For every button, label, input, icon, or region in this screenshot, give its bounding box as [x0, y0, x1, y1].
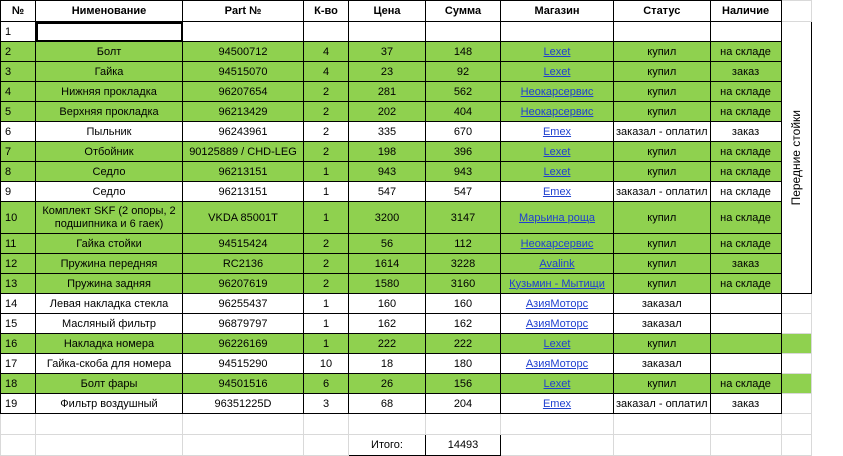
cell-name[interactable]: Нижняя прокладка: [36, 82, 183, 102]
cell-status[interactable]: купил: [614, 334, 711, 354]
cell-shop[interactable]: [501, 334, 614, 354]
cell-name[interactable]: Накладка номера: [36, 334, 183, 354]
shop-link[interactable]: Неокарсервис: [520, 85, 594, 98]
cell-num[interactable]: 1: [1, 22, 36, 42]
cell-avail[interactable]: на складе: [710, 102, 781, 122]
cell-part[interactable]: 94515424: [183, 234, 304, 254]
cell-num[interactable]: 6: [1, 122, 36, 142]
cell-qty[interactable]: 2: [304, 234, 349, 254]
table-row: [1, 374, 812, 394]
shop-link[interactable]: АзияМоторс: [525, 297, 589, 310]
table-row: [1, 122, 812, 142]
cell-status[interactable]: купил: [614, 234, 711, 254]
empty-cell[interactable]: [426, 414, 501, 435]
header-shop[interactable]: Магазин: [501, 1, 614, 22]
cell-qty[interactable]: 1: [304, 334, 349, 354]
empty-cell[interactable]: [36, 414, 183, 435]
cell-shop[interactable]: [501, 102, 614, 122]
cell-name[interactable]: Болт: [36, 42, 183, 62]
cell-shop[interactable]: [501, 294, 614, 314]
cell-part[interactable]: 96879797: [183, 314, 304, 334]
cell-part[interactable]: 96243961: [183, 122, 304, 142]
cell-name[interactable]: Комплект SKF (2 опоры, 2 подшипника и 6 гаек): [36, 202, 183, 234]
cell-part[interactable]: 94501516: [183, 374, 304, 394]
cell-shop[interactable]: [501, 142, 614, 162]
cell-num[interactable]: 13: [1, 274, 36, 294]
cell-sum[interactable]: 92: [426, 62, 501, 82]
shop-link[interactable]: Марьина роща: [518, 211, 596, 224]
cell-num[interactable]: 15: [1, 314, 36, 334]
cell-num[interactable]: 4: [1, 82, 36, 102]
cell-status[interactable]: купил: [614, 162, 711, 182]
cell-status[interactable]: заказал: [614, 314, 711, 334]
cell-part[interactable]: 96213429: [183, 102, 304, 122]
cell-part[interactable]: 96213151: [183, 162, 304, 182]
empty-cell[interactable]: [183, 435, 304, 456]
cell-sum[interactable]: 222: [426, 334, 501, 354]
cell-avail[interactable]: [710, 294, 781, 314]
cell-avail[interactable]: заказ: [710, 122, 781, 142]
cell-price[interactable]: 56: [349, 234, 426, 254]
cell-part[interactable]: 96207619: [183, 274, 304, 294]
cell-qty[interactable]: [304, 22, 349, 42]
cell-price[interactable]: 335: [349, 122, 426, 142]
cell-qty[interactable]: 1: [304, 162, 349, 182]
cell-status[interactable]: заказал: [614, 294, 711, 314]
cell-part[interactable]: [183, 22, 304, 42]
cell-name[interactable]: Гайка стойки: [36, 234, 183, 254]
cell-qty[interactable]: 2: [304, 102, 349, 122]
cell-part[interactable]: 96255437: [183, 294, 304, 314]
shop-link[interactable]: Неокарсервис: [520, 105, 594, 118]
empty-cell[interactable]: [614, 414, 711, 435]
cell-price[interactable]: 222: [349, 334, 426, 354]
empty-cell[interactable]: [304, 414, 349, 435]
shop-link[interactable]: Avalink: [539, 257, 575, 270]
cell-qty[interactable]: 1: [304, 294, 349, 314]
header-qty[interactable]: К-во: [304, 1, 349, 22]
cell-name[interactable]: Отбойник: [36, 142, 183, 162]
shop-link[interactable]: Emex: [542, 397, 572, 410]
cell-avail[interactable]: [710, 314, 781, 334]
shop-link[interactable]: Lexet: [543, 65, 571, 78]
cell-price[interactable]: 23: [349, 62, 426, 82]
cell-num[interactable]: 18: [1, 374, 36, 394]
shop-link[interactable]: Lexet: [543, 145, 571, 158]
cell-status[interactable]: купил: [614, 374, 711, 394]
table-row: [1, 274, 812, 294]
cell-qty[interactable]: 1: [304, 314, 349, 334]
cell-name[interactable]: Фильтр воздушный: [36, 394, 183, 414]
header-price[interactable]: Цена: [349, 1, 426, 22]
cell-shop[interactable]: [501, 202, 614, 234]
cell-price[interactable]: 162: [349, 314, 426, 334]
cell-name[interactable]: Пружина задняя: [36, 274, 183, 294]
cell-shop[interactable]: [501, 162, 614, 182]
cell-name[interactable]: Пружина передняя: [36, 254, 183, 274]
table-row: [1, 254, 812, 274]
cell-name[interactable]: Левая накладка стекла: [36, 294, 183, 314]
cell-status[interactable]: заказал - оплатил: [614, 394, 711, 414]
empty-cell[interactable]: [614, 435, 711, 456]
cell-num[interactable]: 16: [1, 334, 36, 354]
empty-cell[interactable]: [710, 414, 781, 435]
cell-shop[interactable]: [501, 122, 614, 142]
cell-num[interactable]: 17: [1, 354, 36, 374]
cell-num[interactable]: 7: [1, 142, 36, 162]
cell-price[interactable]: 37: [349, 42, 426, 62]
cell-status[interactable]: купил: [614, 82, 711, 102]
cell-qty[interactable]: 2: [304, 82, 349, 102]
header-blank[interactable]: [781, 1, 811, 22]
cell-status[interactable]: купил: [614, 62, 711, 82]
header-avail[interactable]: Наличие: [710, 1, 781, 22]
empty-cell[interactable]: [710, 435, 781, 456]
cell-num[interactable]: 11: [1, 234, 36, 254]
shop-link[interactable]: Неокарсервис: [520, 237, 594, 250]
cell-shop[interactable]: [501, 82, 614, 102]
cell-price[interactable]: 281: [349, 82, 426, 102]
cell-status[interactable]: заказал - оплатил: [614, 182, 711, 202]
cell-name[interactable]: Верхняя прокладка: [36, 102, 183, 122]
cell-num[interactable]: 5: [1, 102, 36, 122]
table-row: [1, 62, 812, 82]
header-row: [1, 1, 812, 22]
cell-num[interactable]: 3: [1, 62, 36, 82]
cell-sum[interactable]: 943: [426, 162, 501, 182]
header-name[interactable]: Нименование: [36, 1, 183, 22]
empty-cell[interactable]: [781, 314, 811, 334]
cell-status[interactable]: купил: [614, 102, 711, 122]
cell-qty[interactable]: 6: [304, 374, 349, 394]
side-label-text: Передние стойки: [789, 109, 804, 206]
cell-avail[interactable]: заказ: [710, 254, 781, 274]
cell-num[interactable]: 19: [1, 394, 36, 414]
cell-status[interactable]: купил: [614, 202, 711, 234]
cell-qty[interactable]: 1: [304, 182, 349, 202]
total-label[interactable]: Итого:: [349, 435, 426, 456]
empty-cell[interactable]: [1, 414, 36, 435]
cell-qty[interactable]: 4: [304, 42, 349, 62]
cell-status[interactable]: заказал: [614, 354, 711, 374]
cell-sum[interactable]: 112: [426, 234, 501, 254]
shop-link[interactable]: АзияМоторс: [525, 317, 589, 330]
cell-price[interactable]: 160: [349, 294, 426, 314]
empty-cell[interactable]: [501, 414, 614, 435]
table-row: [1, 334, 812, 354]
cell-qty[interactable]: 2: [304, 122, 349, 142]
empty-cell[interactable]: [781, 294, 811, 314]
total-row: [1, 435, 812, 456]
cell-part[interactable]: 94515070: [183, 62, 304, 82]
table-row: [1, 394, 812, 414]
shop-link[interactable]: Lexet: [543, 337, 571, 350]
cell-price[interactable]: 1614: [349, 254, 426, 274]
cell-qty[interactable]: 2: [304, 254, 349, 274]
cell-shop[interactable]: [501, 234, 614, 254]
table-row: [1, 162, 812, 182]
cell-avail[interactable]: [710, 334, 781, 354]
cell-avail[interactable]: на складе: [710, 202, 781, 234]
table-row: [1, 354, 812, 374]
cell-avail[interactable]: на складе: [710, 182, 781, 202]
header-part[interactable]: Part №: [183, 1, 304, 22]
cell-part[interactable]: 94500712: [183, 42, 304, 62]
cell-price[interactable]: 202: [349, 102, 426, 122]
shop-link[interactable]: Lexet: [543, 377, 571, 390]
cell-name[interactable]: Масляный фильтр: [36, 314, 183, 334]
cell-name[interactable]: [36, 22, 183, 42]
cell-status[interactable]: купил: [614, 274, 711, 294]
cell-avail[interactable]: на складе: [710, 42, 781, 62]
table-row: [1, 142, 812, 162]
empty-cell[interactable]: [781, 414, 811, 435]
cell-status[interactable]: [614, 22, 711, 42]
cell-num[interactable]: 14: [1, 294, 36, 314]
cell-price[interactable]: 1580: [349, 274, 426, 294]
cell-status[interactable]: купил: [614, 142, 711, 162]
side-group-label: [781, 22, 811, 294]
cell-sum[interactable]: 547: [426, 182, 501, 202]
shop-link[interactable]: Lexet: [543, 165, 571, 178]
cell-part[interactable]: 96213151: [183, 182, 304, 202]
cell-sum[interactable]: 670: [426, 122, 501, 142]
cell-part[interactable]: 94515290: [183, 354, 304, 374]
cell-name[interactable]: Седло: [36, 182, 183, 202]
cell-num[interactable]: 9: [1, 182, 36, 202]
cell-name[interactable]: Седло: [36, 162, 183, 182]
cell-part[interactable]: 90125889 / CHD-LEG: [183, 142, 304, 162]
cell-part[interactable]: RC2136: [183, 254, 304, 274]
shop-link[interactable]: АзияМоторс: [525, 357, 589, 370]
cell-sum[interactable]: 3228: [426, 254, 501, 274]
header-sum[interactable]: Сумма: [426, 1, 501, 22]
cell-avail[interactable]: заказ: [710, 394, 781, 414]
table-row: [1, 234, 812, 254]
cell-part[interactable]: 96351225D: [183, 394, 304, 414]
header-status[interactable]: Статус: [614, 1, 711, 22]
cell-price[interactable]: 943: [349, 162, 426, 182]
cell-avail[interactable]: на складе: [710, 234, 781, 254]
cell-shop[interactable]: [501, 182, 614, 202]
table-row: [1, 82, 812, 102]
cell-shop[interactable]: [501, 254, 614, 274]
cell-sum[interactable]: 404: [426, 102, 501, 122]
cell-avail[interactable]: на складе: [710, 162, 781, 182]
empty-cell[interactable]: [781, 374, 811, 394]
shop-link[interactable]: Кузьмин - Мытищи: [509, 277, 605, 290]
cell-num[interactable]: 12: [1, 254, 36, 274]
cell-name[interactable]: Болт фары: [36, 374, 183, 394]
cell-num[interactable]: 10: [1, 202, 36, 234]
cell-name[interactable]: Пыльник: [36, 122, 183, 142]
cell-part[interactable]: 96207654: [183, 82, 304, 102]
cell-status[interactable]: купил: [614, 42, 711, 62]
cell-sum[interactable]: [426, 22, 501, 42]
cell-sum[interactable]: 562: [426, 82, 501, 102]
cell-price[interactable]: 547: [349, 182, 426, 202]
cell-qty[interactable]: 1: [304, 202, 349, 234]
cell-qty[interactable]: 3: [304, 394, 349, 414]
table-row: [1, 22, 812, 42]
cell-name[interactable]: Гайка-скоба для номера: [36, 354, 183, 374]
empty-cell[interactable]: [304, 435, 349, 456]
shop-link[interactable]: Lexet: [543, 45, 571, 58]
empty-cell[interactable]: [349, 414, 426, 435]
cell-shop[interactable]: [501, 394, 614, 414]
cell-avail[interactable]: на складе: [710, 82, 781, 102]
cell-shop[interactable]: [501, 274, 614, 294]
cell-sum[interactable]: 148: [426, 42, 501, 62]
cell-qty[interactable]: 10: [304, 354, 349, 374]
cell-sum[interactable]: 3147: [426, 202, 501, 234]
table-row: [1, 202, 812, 234]
cell-sum[interactable]: 180: [426, 354, 501, 374]
empty-cell[interactable]: [36, 435, 183, 456]
cell-price[interactable]: [349, 22, 426, 42]
cell-part[interactable]: VKDA 85001T: [183, 202, 304, 234]
cell-sum[interactable]: 3160: [426, 274, 501, 294]
shop-link[interactable]: Emex: [542, 185, 572, 198]
empty-row: [1, 414, 812, 435]
empty-cell[interactable]: [781, 394, 811, 414]
empty-cell[interactable]: [501, 435, 614, 456]
cell-shop[interactable]: [501, 374, 614, 394]
empty-cell[interactable]: [1, 435, 36, 456]
cell-price[interactable]: 26: [349, 374, 426, 394]
table-row: [1, 102, 812, 122]
table-row: [1, 314, 812, 334]
empty-cell[interactable]: [781, 354, 811, 374]
cell-price[interactable]: 3200: [349, 202, 426, 234]
table-row: [1, 294, 812, 314]
table-row: [1, 182, 812, 202]
empty-cell[interactable]: [781, 435, 811, 456]
total-value[interactable]: 14493: [426, 435, 501, 456]
cell-part[interactable]: 96226169: [183, 334, 304, 354]
cell-sum[interactable]: 162: [426, 314, 501, 334]
cell-qty[interactable]: 2: [304, 142, 349, 162]
cell-status[interactable]: заказал - оплатил: [614, 122, 711, 142]
cell-avail[interactable]: на складе: [710, 142, 781, 162]
cell-avail[interactable]: [710, 22, 781, 42]
cell-avail[interactable]: [710, 354, 781, 374]
cell-shop[interactable]: [501, 22, 614, 42]
shop-link[interactable]: Emex: [542, 125, 572, 138]
header-num[interactable]: №: [1, 1, 36, 22]
empty-cell[interactable]: [781, 334, 811, 354]
cell-name[interactable]: Гайка: [36, 62, 183, 82]
cell-shop[interactable]: [501, 62, 614, 82]
cell-qty[interactable]: 2: [304, 274, 349, 294]
cell-num[interactable]: 8: [1, 162, 36, 182]
cell-num[interactable]: 2: [1, 42, 36, 62]
empty-cell[interactable]: [183, 414, 304, 435]
cell-avail[interactable]: на складе: [710, 274, 781, 294]
cell-price[interactable]: 18: [349, 354, 426, 374]
cell-qty[interactable]: 4: [304, 62, 349, 82]
cell-price[interactable]: 198: [349, 142, 426, 162]
cell-sum[interactable]: 160: [426, 294, 501, 314]
cell-status[interactable]: купил: [614, 254, 711, 274]
table-row: [1, 42, 812, 62]
cell-price[interactable]: 68: [349, 394, 426, 414]
cell-avail[interactable]: заказ: [710, 62, 781, 82]
cell-sum[interactable]: 396: [426, 142, 501, 162]
cell-shop[interactable]: [501, 354, 614, 374]
cell-sum[interactable]: 156: [426, 374, 501, 394]
cell-sum[interactable]: 204: [426, 394, 501, 414]
cell-shop[interactable]: [501, 314, 614, 334]
cell-avail[interactable]: на складе: [710, 374, 781, 394]
cell-shop[interactable]: [501, 42, 614, 62]
